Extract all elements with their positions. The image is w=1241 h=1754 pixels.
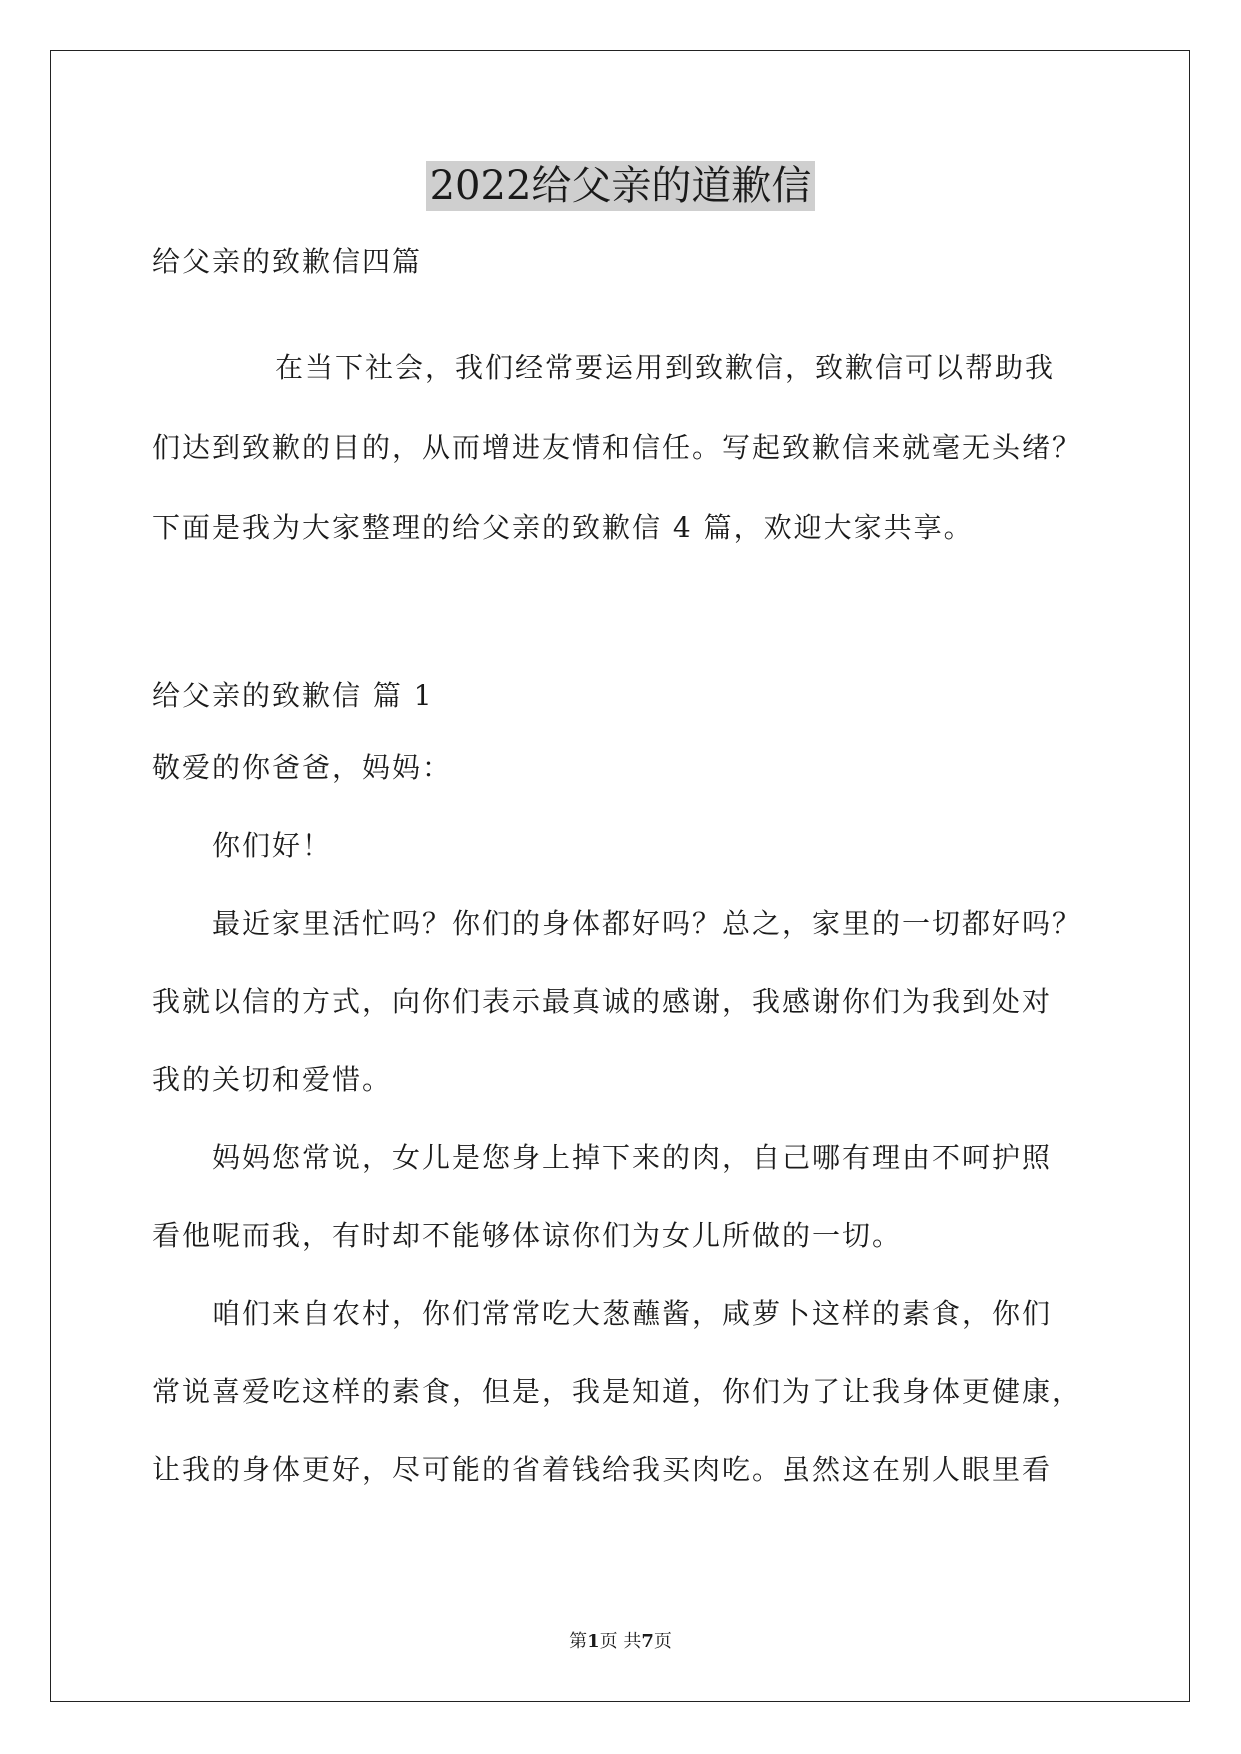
paragraph-line: 看他呢而我，有时却不能够体谅你们为女儿所做的一切。 [152,1219,903,1252]
paragraph-line: 我的关切和爱惜。 [152,1063,393,1096]
paragraph-line: 最近家里活忙吗？你们的身体都好吗？总之，家里的一切都好吗？ [212,907,1083,940]
total-page-number: 7 [641,1631,654,1652]
paragraph-line: 常说喜爱吃这样的素食，但是，我是知道，你们为了让我身体更健康， [152,1375,1083,1408]
paragraph-line: 在当下社会，我们经常要运用到致歉信，致歉信可以帮助我 [275,351,1056,384]
document-title [0,158,1241,214]
current-page-number: 1 [587,1631,600,1652]
page-footer [0,1630,1241,1654]
paragraph-line: 我就以信的方式，向你们表示最真诚的感谢，我感谢你们为我到处对 [152,985,1053,1018]
subtitle-line: 给父亲的致歉信四篇 [152,245,423,278]
paragraph-line: 咱们来自农村，你们常常吃大葱蘸酱，咸萝卜这样的素食，你们 [212,1297,1053,1330]
document-title-text: 2022给父亲的道歉信 [426,161,816,211]
paragraph-line: 下面是我为大家整理的给父亲的致歉信 4 篇，欢迎大家共享。 [152,511,974,544]
paragraph-line: 让我的身体更好，尽可能的省着钱给我买肉吃。虽然这在别人眼里看 [152,1453,1053,1486]
page-suffix: 页 [653,1631,672,1652]
section-heading: 给父亲的致歉信 篇 1 [152,679,434,712]
salutation-line: 敬爱的你爸爸，妈妈： [152,751,453,784]
greeting-line: 你们好！ [212,829,333,862]
page-mid: 页 共 [599,1631,642,1652]
paragraph-line: 妈妈您常说，女儿是您身上掉下来的肉，自己哪有理由不呵护照 [212,1141,1053,1174]
paragraph-line: 们达到致歉的目的，从而增进友情和信任。写起致歉信来就毫无头绪？ [152,431,1083,464]
page-prefix: 第 [569,1631,588,1652]
